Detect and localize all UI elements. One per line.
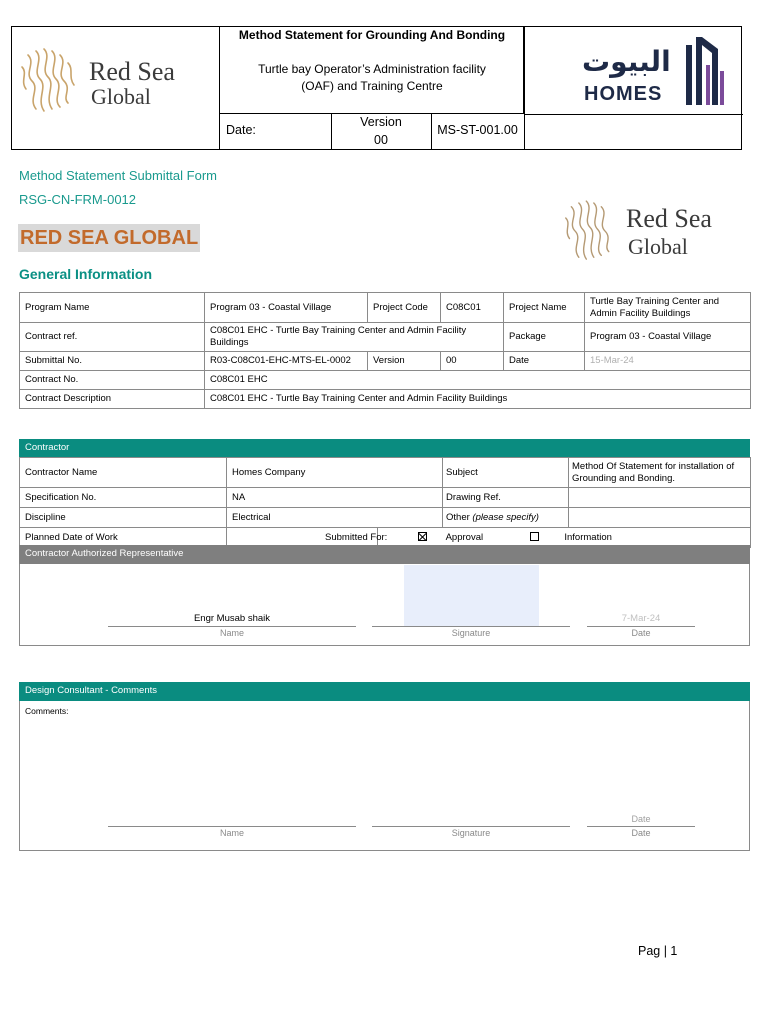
document-header <box>11 26 742 150</box>
other-cell <box>443 508 569 528</box>
package-value: Program 03 - Coastal Village <box>585 323 751 352</box>
consultant-name-line <box>108 826 356 827</box>
consultant-date-placeholder: Date <box>631 814 651 824</box>
date-label: Date <box>504 352 585 371</box>
project-name-value: Turtle Bay Training Center and Admin Facility Buildings <box>585 293 751 323</box>
header-logo-cell <box>12 27 220 149</box>
form-logo-line2: Global <box>628 234 688 259</box>
section-title-general-information: General Information <box>19 266 153 282</box>
contract-ref-value: C08C01 EHC - Turtle Bay Training Center and Admin Facility Buildings <box>205 323 504 352</box>
date-value: 15-Mar-24 <box>585 352 751 371</box>
information-checkbox[interactable] <box>530 532 539 541</box>
table-row <box>20 352 751 371</box>
consultant-name-caption: Name <box>219 828 244 838</box>
table-row <box>20 458 751 488</box>
header-version-value: 00 <box>374 133 388 147</box>
homes-logo <box>572 33 732 109</box>
homes-logo-arabic: البيوت <box>582 45 671 78</box>
rep-name-line <box>108 626 356 627</box>
rep-date-caption: Date <box>631 628 651 638</box>
contractor-table <box>19 457 751 548</box>
contract-desc-label: Contract Description <box>20 390 205 409</box>
rep-signature-line <box>372 626 570 627</box>
consultant-signature-line <box>372 826 570 827</box>
project-name-label: Project Name <box>504 293 585 323</box>
rep-date-line <box>587 626 695 627</box>
other-value <box>569 508 751 528</box>
drawing-ref-label: Drawing Ref. <box>443 488 569 508</box>
other-label: Other <box>446 511 470 523</box>
specification-label: Specification No. <box>20 488 227 508</box>
specification-value: NA <box>227 488 443 508</box>
contract-desc-value: C08C01 EHC - Turtle Bay Training Center and Admin Facility Buildings <box>205 390 751 409</box>
header-version-label: Version <box>360 115 402 129</box>
rep-name-caption: Name <box>219 628 244 638</box>
rep-name-value: Engr Musab shaik <box>193 613 271 624</box>
contractor-band: Contractor <box>19 439 750 457</box>
subject-value: Method Of Statement for installation of Grounding and Bonding. <box>569 458 751 488</box>
table-row <box>20 488 751 508</box>
drawing-ref-value <box>569 488 751 508</box>
table-row <box>20 323 751 352</box>
submitted-for-label: Submitted For: <box>325 531 388 543</box>
version-label: Version <box>368 352 441 371</box>
consultant-band: Design Consultant - Comments <box>19 682 750 701</box>
approval-checkbox[interactable] <box>418 532 427 541</box>
red-sea-global-logo-icon <box>18 47 80 117</box>
table-row <box>20 508 751 528</box>
project-code-label: Project Code <box>368 293 441 323</box>
discipline-label: Discipline <box>20 508 227 528</box>
version-value: 00 <box>441 352 504 371</box>
header-logo-line2: Global <box>91 84 151 109</box>
header-date-label: Date: <box>226 123 256 137</box>
information-label: Information <box>564 531 612 543</box>
homes-logo-latin: HOMES <box>584 83 663 105</box>
consultant-date-line <box>587 826 695 827</box>
consultant-date-caption: Date <box>631 828 651 838</box>
planned-date-label: Planned Date of Work <box>20 528 227 548</box>
header-divider-3 <box>524 27 525 149</box>
rep-date-value: 7-Mar-24 <box>621 613 661 624</box>
project-code-value: C08C01 <box>441 293 504 323</box>
subject-label: Subject <box>443 458 569 488</box>
table-row <box>20 390 751 409</box>
header-right-bottom-rule <box>524 114 743 115</box>
submittal-no-value: R03-C08C01-EHC-MTS-EL-0002 <box>205 352 368 371</box>
approval-label: Approval <box>445 531 484 543</box>
contract-ref-label: Contract ref. <box>20 323 205 352</box>
program-name-value: Program 03 - Coastal Village <box>205 293 368 323</box>
table-row <box>20 371 751 390</box>
document-title: Method Statement for Grounding And Bonding <box>238 28 506 42</box>
contract-no-label: Contract No. <box>20 371 205 390</box>
homes-building-icon <box>684 35 728 107</box>
header-logo-line1: Red Sea <box>89 57 175 86</box>
contractor-name-label: Contractor Name <box>20 458 227 488</box>
page-number: Pag | 1 <box>638 944 678 958</box>
consultant-signature-caption: Signature <box>451 828 491 838</box>
other-note: (please specify) <box>472 511 539 523</box>
form-name: Method Statement Submittal Form <box>19 168 217 183</box>
comments-label: Comments: <box>25 706 69 716</box>
program-name-label: Program Name <box>20 293 205 323</box>
red-sea-global-logo-icon-2 <box>562 196 620 268</box>
company-title: RED SEA GLOBAL <box>18 224 200 252</box>
contractor-rep-band: Contractor Authorized Representative <box>19 545 750 564</box>
table-row <box>20 293 751 323</box>
discipline-value: Electrical <box>227 508 443 528</box>
package-label: Package <box>504 323 585 352</box>
document-subtitle-1: Turtle bay Operator’s Administration facility <box>258 62 486 76</box>
document-subtitle-2: (OAF) and Training Centre <box>301 79 443 93</box>
contractor-name-value: Homes Company <box>227 458 443 488</box>
header-title-cell <box>220 27 524 114</box>
header-doc-code: MS-ST-001.00 <box>437 123 518 137</box>
general-info-table <box>19 292 751 409</box>
rep-signature-caption: Signature <box>451 628 491 638</box>
signature-area[interactable] <box>404 565 539 626</box>
contract-no-value: C08C01 EHC <box>205 371 751 390</box>
form-logo-line1: Red Sea <box>626 204 712 233</box>
form-code: RSG-CN-FRM-0012 <box>19 192 137 207</box>
submittal-no-label: Submittal No. <box>20 352 205 371</box>
